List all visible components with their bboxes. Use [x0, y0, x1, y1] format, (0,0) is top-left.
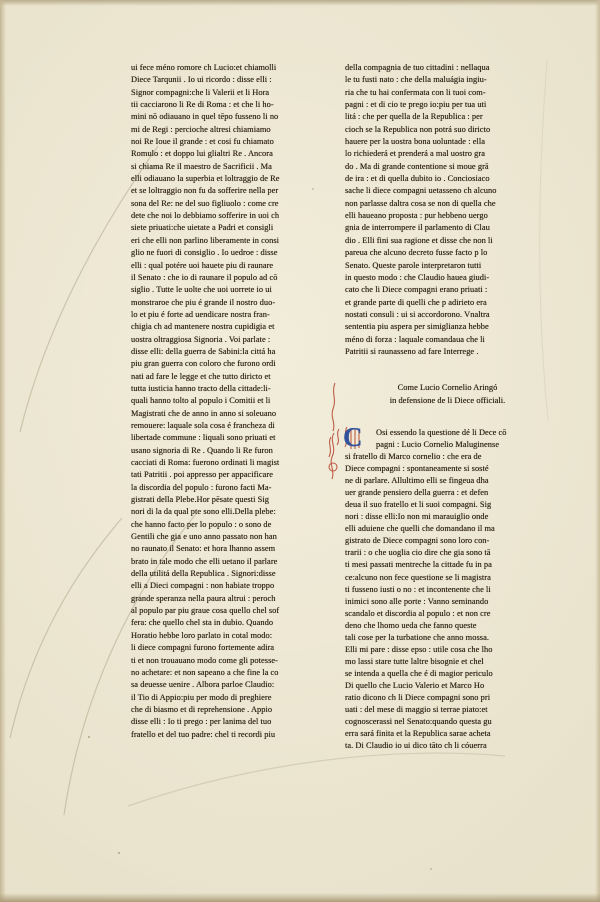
- text-line: chigia ch ad mantenere nostra cupidigia et: [131, 322, 275, 332]
- text-line: Senato. Queste parole interpretaron tutti: [345, 260, 482, 270]
- text-line: Signor compagni:che li Valerii et li Hora: [131, 87, 270, 97]
- text-line: lo richiederá et prenderá a mal uostro gra: [345, 149, 485, 159]
- text-line: Horatio hebbe loro parlato in cotal modo:: [131, 630, 273, 640]
- text-line: al populo par piu graue cosa quello chel sof: [131, 606, 280, 616]
- text-line: Osi essendo la questione dé li Dece cō: [376, 427, 507, 437]
- text-line: monstraroe che piu é grande il nostro duo-: [131, 297, 276, 307]
- text-line: mi de Regi : percioche altresi chiamiamo: [131, 124, 271, 134]
- text-line: uati : del mese di maggio si terrae piato:et: [345, 705, 488, 715]
- text-line: brato in tale modo che elli uetano il parlare: [131, 556, 278, 566]
- text-line: elli aduiene che quelli che domandano il ma: [345, 524, 495, 534]
- text-line: si chiama Re il maestro de Sacrificii . Ma: [131, 161, 272, 171]
- page-edge-left: [0, 0, 6, 902]
- text-line: hauere per la uostra bona uoluntade : ella: [345, 137, 485, 147]
- text-line: ria che tu hai confermata con li tuoi com-: [345, 87, 486, 97]
- text-line: il Senato : che io di raunare il populo ad cō: [131, 272, 278, 282]
- text-line: erra sará finita et la Republica sarae acheta: [345, 729, 491, 739]
- page-edge-right: [595, 0, 600, 902]
- page-edge-bottom: [0, 893, 600, 902]
- text-line: sententia piu aspera per simiglianza hebbe: [345, 322, 489, 332]
- text-line: glio ne fuori di consiglio . Io uedroe : disse: [131, 248, 278, 258]
- text-line: noi Re Ioue il grande : et cosi fu chiamato: [131, 137, 274, 147]
- text-line: ti fusseno iusti o no : et incontenente che li: [345, 584, 491, 594]
- chapter-heading: [345, 382, 550, 407]
- text-line: de ira : et di quella dubito io . Conciosiaco: [345, 174, 490, 184]
- text-line: quali hanno tolto al populo i Comitii et li: [131, 396, 271, 406]
- text-line: eri che elli non parlino liberamente in consi: [131, 235, 280, 245]
- text-line: in questo modo : che Claudio hauea giudi-: [345, 272, 490, 282]
- text-line: le tu fusti nato : che della maluágia ingiu-: [345, 75, 487, 85]
- text-line: et grande parte di quelli che p adirieto era: [345, 297, 487, 307]
- text-line: disse elli: della guerra de Sabini:la cittá ha: [131, 346, 276, 356]
- text-line: elli haueano proposta : pur hebbeno uergo: [345, 211, 488, 221]
- text-line: fera: che quello chel sta in dubio. Quando: [131, 618, 274, 628]
- text-line: uostra oltraggiosa Signoria . Voi parlate :: [131, 334, 271, 344]
- text-line: elli odiauano la superbia et loltraggio de Re: [131, 174, 280, 184]
- text-line: li diece compagni furono fortemente adira: [131, 643, 275, 653]
- text-line: cognoscerassi nel Senato:quando questa gu: [345, 717, 492, 727]
- text-line: nori : disse elli:Io non mi marauiglio onde: [345, 512, 489, 522]
- text-line: piu gran guerra con coloro che furono ordi: [131, 359, 276, 369]
- text-line: pareua che alcuno decreto fusse facto p lo: [345, 248, 488, 258]
- text-line: dete che noi lo debbiamo sofferire in uoi ch: [131, 211, 280, 221]
- text-line: remouere: laquale sola cosa é francheza di: [131, 420, 275, 430]
- text-line: libertade commune : liquali sono priuati et: [131, 433, 276, 443]
- text-line: che di biasmo et di reprehensione . Appio: [131, 704, 273, 714]
- paper-speck: [430, 868, 432, 870]
- text-line: ti et non trouauano modo come gli potesse-: [131, 655, 279, 665]
- text-line: siglio . Tutte le uolte che uoi uorrete io ui: [131, 285, 272, 295]
- illuminated-initial: C: [343, 421, 363, 452]
- text-line: inimici sono alle porte : Vanno seminando: [345, 596, 489, 606]
- text-line: no achetare: et non sapeano a che fine la co: [131, 667, 279, 677]
- text-line: cacciati di Roma: fuerono ordinati li magist: [131, 458, 280, 467]
- page-edge-top: [0, 0, 600, 6]
- right-text-column: [345, 62, 550, 752]
- text-line: ui fece méno romore ch Lucio:et chiamolli: [131, 63, 277, 72]
- text-line: della compagnia de tuo cittadini : nellaqua: [345, 63, 490, 72]
- text-line: che hanno facto per lo populo : o sono de: [131, 519, 272, 529]
- text-line: grande speranza nella paura altrui : peroch: [131, 593, 276, 603]
- text-line: méno di forza : laquale comandaua che li: [345, 334, 485, 344]
- text-line: sache li diece compagni uetasseno ch alcuno: [345, 186, 497, 196]
- text-line: gistrato de Diece compagni sono loro con-: [345, 536, 490, 546]
- text-line: deua il suo fratello et li suoi compagni. Sig: [345, 500, 492, 510]
- text-line: Diece Tarqunii . Io ui ricordo : disse elli :: [131, 75, 272, 85]
- text-line: ce:alcuno non fece questione se li magistra: [345, 572, 491, 582]
- text-line: nori di la da qual pte sono elli.Della plebe:: [131, 507, 276, 517]
- text-line: ne di parlare. Allultimo elli se fingeua dha: [345, 476, 489, 486]
- text-line: trarii : o che uoglia cio dire che gia sono tā: [345, 548, 491, 558]
- text-line: gnia de interrompere il parlamento di Clau: [345, 223, 490, 233]
- text-line: elli : qual potére uoi hauete piu di raunare: [131, 260, 274, 270]
- text-line: scandalo et discordia al populo : et non cre: [345, 608, 491, 618]
- text-line: Diece compagni : spontaneamente si sosté: [345, 464, 489, 474]
- text-line: fratello et del tuo padre: chel ti recordi piu: [131, 729, 276, 739]
- text-line: deno che lhomo ueda che fanno queste: [345, 620, 477, 630]
- text-line: tati Patritii . poi appresso per appacificare: [131, 470, 274, 480]
- text-line: dio . Elli fini sua ragione et disse che non li: [345, 235, 493, 245]
- text-line: mo lassi stare tutte laltre bisognie et chel: [345, 656, 484, 666]
- paper-speck: [118, 852, 120, 854]
- text-line: elli a Dieci compagni : non habiate troppo: [131, 581, 275, 591]
- text-line: no raunato il Senato: et hora lhanno assem: [131, 544, 276, 554]
- text-line: la discordia del populo : furono facti Ma-: [131, 482, 272, 492]
- text-line: siete priuati:che uietate a Padri et consigli: [131, 223, 274, 233]
- text-line: cato che li Diece compagni erano priuati :: [345, 285, 488, 295]
- right-column-lower-lines: [345, 427, 550, 752]
- text-line: sona del Re: ne del suo figliuolo : come cre: [131, 198, 279, 208]
- text-line: et se loltraggio non fu da sofferire nella per: [131, 186, 279, 196]
- text-line: lo et piu é forte ad uendicare nostra fran-: [131, 309, 270, 319]
- text-line: si fratello di Marco cornelio : che era de: [345, 452, 482, 462]
- text-line: Di quello che Lucio Valerio et Marco Ho: [345, 680, 485, 690]
- text-line: ratio dicono ch li Diece compagni sono pri: [345, 692, 491, 702]
- text-line: litá : che per quella de la Republica : per: [345, 112, 483, 122]
- text-line: usano signoria di Re . Quando li Re furon: [131, 445, 273, 455]
- text-line: gistrati della Plebe.Hor pēsate questi Sig: [131, 495, 269, 505]
- text-line: Magistrati che de anno in anno si soleuano: [131, 408, 277, 418]
- right-column-upper-lines: [345, 62, 550, 358]
- text-line: il Tio di Appio:piu per modo di preghiere: [131, 692, 272, 702]
- text-line: cioch se la Republica non potrá suo diricto: [345, 124, 491, 134]
- text-line: non parlasse daltra cosa se non di quella che: [345, 198, 496, 208]
- text-line: tutta iusticia hanno tracto della cittade:li-: [131, 383, 271, 393]
- text-line: nostati consuli : ui si accordorono. Vnaltra: [345, 309, 490, 319]
- text-line: disse elli : Io ti prego : per lanima del tuo: [131, 717, 272, 727]
- text-line: Romulo : et doppo lui glialtri Re . Ancora: [131, 149, 273, 159]
- text-line: nati ad fare le legge et che tutto diricto et: [131, 371, 271, 381]
- text-line: della utilitá della Republica . Signori:disse: [131, 569, 276, 579]
- text-line: tii cacciarono li Re di Roma : et che li ho-: [131, 100, 274, 110]
- paper-speck: [88, 736, 90, 738]
- text-line: ta. Di Claudio io ui dico tāto ch li cóuerra: [345, 741, 487, 751]
- left-text-column: [131, 62, 331, 741]
- text-line: uer grande pensiero della guerra : et defen: [345, 488, 489, 498]
- text-line: mini nō odiauano in quel tēpo fusseno li no: [131, 112, 279, 122]
- text-line: ti mesi passati mentreche la cittade fu in pa: [345, 560, 492, 570]
- text-line: Gentili che gia e uno anno passato non han: [131, 532, 277, 542]
- left-column-lines: [131, 62, 331, 741]
- text-line: tali cose per la turbatione che anno mossa.: [345, 632, 490, 642]
- paper-speck: [312, 188, 314, 190]
- text-line: se intenda a quella che é di magior periculo: [345, 668, 493, 678]
- text-line: Elli mi pare : disse epso : utile cosa che lho: [345, 644, 493, 654]
- text-line: pagni : et di cio te prego io:piu per tua uti: [345, 100, 487, 110]
- text-line: do . Ma di grande contentione si moue grā: [345, 161, 489, 171]
- chapter-heading-line: Come Lucio Cornelio Aringó: [397, 383, 498, 393]
- text-line: pagni : Lucio Cornelio Maluginense: [376, 439, 500, 449]
- text-line: Patritii si raunasseno ad fare Interrege .: [345, 346, 479, 356]
- chapter-paragraph: [343, 421, 550, 752]
- text-line: sa deuesse uenire . Albora parloe Claudio:: [131, 680, 275, 690]
- chapter-heading-line: in defensione de li Diece officiali.: [389, 395, 506, 405]
